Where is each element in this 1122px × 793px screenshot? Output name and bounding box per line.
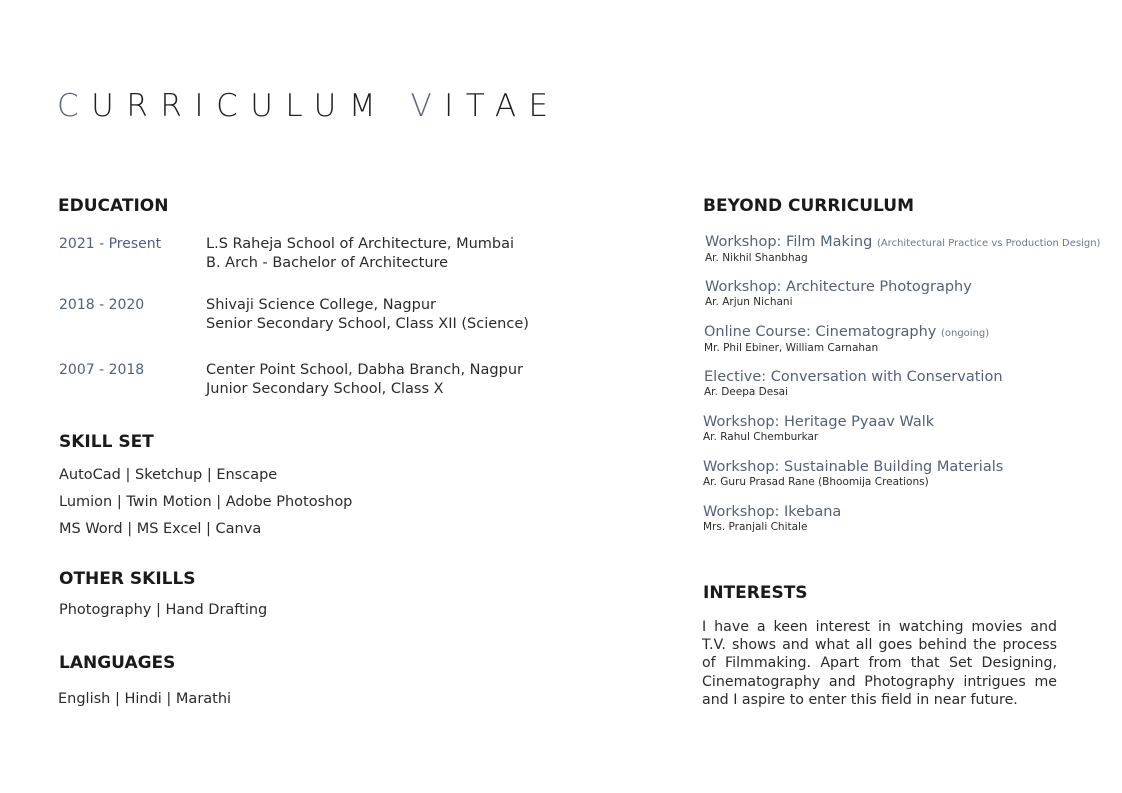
beyond-item-person: Ar. Guru Prasad Rane (Bhoomija Creations) xyxy=(703,476,929,488)
interests-text: I have a keen interest in watching movies and T.V. shows and what all goes behind the process of Filmmaking. Apart from that Set Designing, Cinematography and Photography intrigues me and I aspire to enter this field in near future. xyxy=(702,619,1057,708)
education-institution: L.S Raheja School of Architecture, Mumbai xyxy=(206,236,515,252)
beyond-item-architecture-photography xyxy=(705,279,972,309)
beyond-item-note: (ongoing) xyxy=(940,328,990,339)
education-years-2: 2018 - 2020 xyxy=(59,297,145,313)
other-skills-heading: OTHER SKILLS xyxy=(59,569,196,589)
beyond-item-title: Workshop: Heritage Pyaav Walk xyxy=(703,414,935,430)
education-degree: Senior Secondary School, Class XII (Science) xyxy=(206,316,529,332)
beyond-item-person: Ar. Nikhil Shanbhag xyxy=(705,252,808,264)
beyond-item-title: Workshop: Film Making xyxy=(705,234,873,250)
beyond-item-title: Workshop: Sustainable Building Materials xyxy=(703,459,1004,475)
languages-heading: LANGUAGES xyxy=(59,653,176,673)
interests-heading: INTERESTS xyxy=(703,583,808,603)
beyond-item-title: Online Course: Cinematography xyxy=(704,324,937,340)
beyond-item-note: (Architectural Practice vs Production Design) xyxy=(876,238,1101,249)
beyond-item-title: Workshop: Ikebana xyxy=(703,504,842,520)
education-degree: Junior Secondary School, Class X xyxy=(206,381,444,397)
education-degree: B. Arch - Bachelor of Architecture xyxy=(206,255,449,271)
education-years-3: 2007 - 2018 xyxy=(59,362,145,378)
education-entry-3 xyxy=(206,361,523,399)
beyond-item-film-making xyxy=(705,234,1100,265)
page-title xyxy=(57,88,561,124)
beyond-item-title: Workshop: Architecture Photography xyxy=(705,279,972,295)
languages-line: English | Hindi | Marathi xyxy=(58,691,232,707)
beyond-item-ikebana xyxy=(703,504,841,534)
beyond-curriculum-heading: BEYOND CURRICULUM xyxy=(703,196,914,216)
beyond-item-person: Ar. Arjun Nichani xyxy=(705,296,793,308)
skill-line-1: AutoCad | Sketchup | Enscape xyxy=(59,467,278,483)
beyond-item-person: Ar. Rahul Chemburkar xyxy=(703,431,819,443)
beyond-item-heritage-walk xyxy=(703,414,934,444)
beyond-item-person: Mr. Phil Ebiner, William Carnahan xyxy=(704,342,879,354)
education-institution: Center Point School, Dabha Branch, Nagpur xyxy=(206,362,523,378)
skill-set-heading: SKILL SET xyxy=(59,432,154,452)
beyond-item-person: Mrs. Pranjali Chitale xyxy=(703,521,808,533)
beyond-item-conservation xyxy=(704,369,1003,399)
beyond-item-person: Ar. Deepa Desai xyxy=(704,386,789,398)
other-skills-line: Photography | Hand Drafting xyxy=(59,602,268,618)
beyond-item-sustainable-materials xyxy=(703,459,1003,489)
education-entry-2 xyxy=(206,296,529,334)
title-initial-c: C xyxy=(57,88,92,124)
education-heading: EDUCATION xyxy=(58,196,169,216)
education-institution: Shivaji Science College, Nagpur xyxy=(206,297,436,313)
education-entry-1 xyxy=(206,235,514,273)
skill-line-3: MS Word | MS Excel | Canva xyxy=(59,521,262,537)
beyond-item-cinematography xyxy=(704,324,989,355)
title-part-2: ITAE xyxy=(444,88,561,124)
education-years-1: 2021 - Present xyxy=(59,236,162,252)
title-part-1: URRICULUM xyxy=(91,88,389,124)
skill-line-2: Lumion | Twin Motion | Adobe Photoshop xyxy=(59,494,353,510)
title-initial-v: V xyxy=(410,88,445,124)
beyond-item-title: Elective: Conversation with Conservation xyxy=(704,369,1003,385)
